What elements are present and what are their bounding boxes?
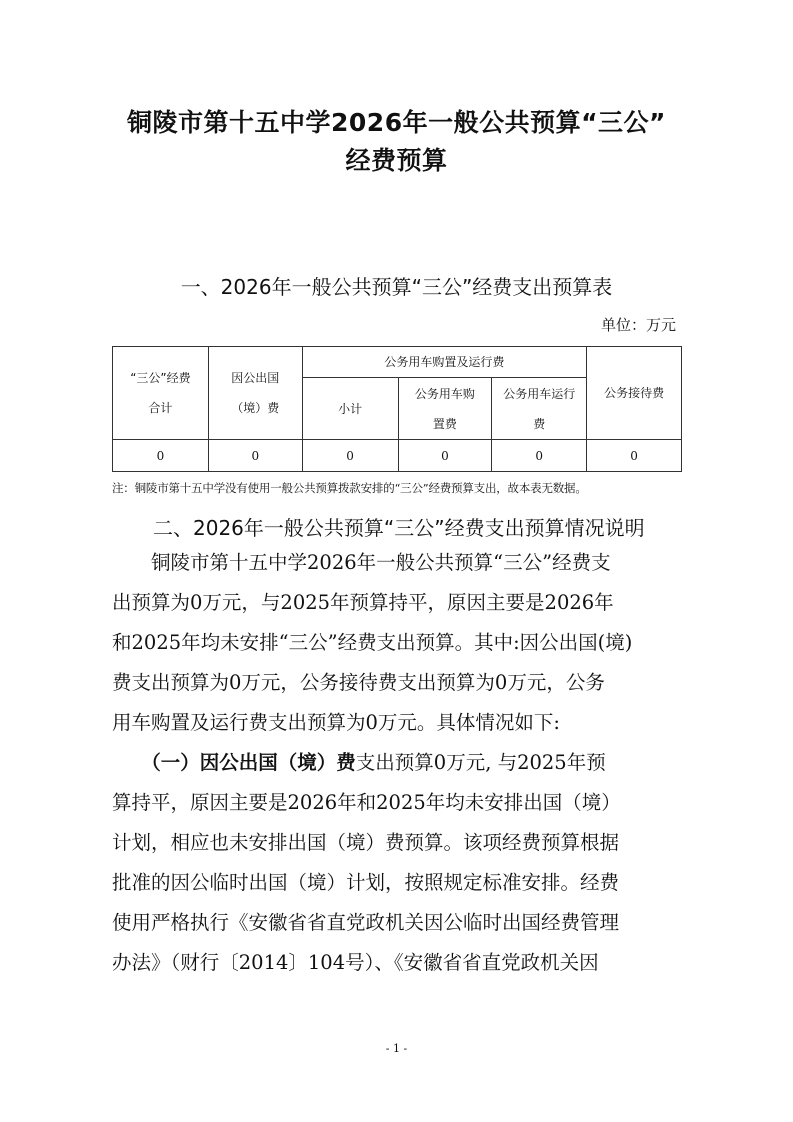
paragraph-line: 铜陵市第十五中学2026年一般公共预算“三公”经费支 [112, 551, 611, 574]
table-row [113, 440, 682, 472]
paragraph-line: 批准的因公临时出国（境）计划，按照规定标准安排。经费 [112, 871, 620, 894]
unit-label: 单位：万元 [600, 316, 676, 334]
header-abroad-line2: （境）费 [231, 401, 280, 415]
header-total-line2: 合计 [148, 401, 173, 415]
header-vehicle-purchase [398, 378, 492, 440]
header-vehicle-purchase-line2: 置费 [432, 416, 457, 431]
paragraph-line: 和2025年均未安排“三公”经费支出预算。其中:因公出国(境) [112, 631, 633, 654]
cell-reception: 0 [587, 440, 682, 472]
header-reception: 公务接待费 [587, 347, 682, 440]
table-note: 注：铜陵市第十五中学没有使用一般公共预算拨款安排的“三公”经费预算支出，故本表无数据。 [112, 481, 587, 495]
header-vehicle-operation-line2: 费 [533, 416, 546, 431]
paragraph-bold-lead: （一）因公出国（境）费 [151, 751, 356, 774]
budget-table [112, 346, 682, 472]
section1-heading: 一、2026年一般公共预算“三公”经费支出预算表 [180, 275, 613, 299]
header-total [113, 347, 209, 440]
section2-heading: 二、2026年一般公共预算“三公”经费支出预算情况说明 [153, 516, 645, 540]
header-vehicle-purchase-line1: 公务用车购 [414, 386, 475, 401]
page-number: - 1 - [385, 1042, 408, 1055]
header-vehicle-group: 公务用车购置及运行费 [302, 347, 586, 378]
paragraph-line: 办法》（财行〔2014〕104号）、《安徽省省直党政机关因 [112, 951, 599, 974]
paragraph-abroad [112, 743, 682, 983]
cell-vehicle-purchase: 0 [398, 440, 492, 472]
paragraph-line [112, 743, 682, 783]
cell-abroad: 0 [208, 440, 302, 472]
paragraph-line: 算持平，原因主要是2026年和2025年均未安排出国（境） [112, 791, 621, 814]
paragraph-line: 计划，相应也未安排出国（境）费预算。该项经费预算根据 [112, 831, 620, 854]
header-vehicle-operation-line1: 公务用车运行 [503, 386, 576, 401]
cell-total: 0 [113, 440, 209, 472]
header-total-line1: “三公”经费 [130, 371, 191, 385]
header-abroad [208, 347, 302, 440]
paragraph-line: 使用严格执行《安徽省省直党政机关因公临时出国经费管理 [112, 911, 620, 934]
paragraph-summary [112, 543, 682, 743]
paragraph-line: 费支出预算为0万元，公务接待费支出预算为0万元，公务 [112, 671, 605, 694]
header-abroad-line1: 因公出国 [231, 371, 280, 385]
document-title-line2: 经费预算 [345, 146, 448, 175]
cell-subtotal: 0 [302, 440, 398, 472]
paragraph-line: 出预算为0万元，与2025年预算持平，原因主要是2026年 [112, 591, 614, 614]
cell-vehicle-operation: 0 [492, 440, 587, 472]
header-subtotal: 小计 [302, 378, 398, 440]
paragraph-line: 用车购置及运行费支出预算为0万元。具体情况如下: [112, 711, 560, 734]
table-header-row [113, 347, 682, 378]
paragraph-first-rest: 支出预算0万元, 与2025年预 [355, 751, 606, 774]
document-title-line1: 铜陵市第十五中学2026年一般公共预算“三公” [127, 108, 666, 137]
header-vehicle-operation [492, 378, 587, 440]
